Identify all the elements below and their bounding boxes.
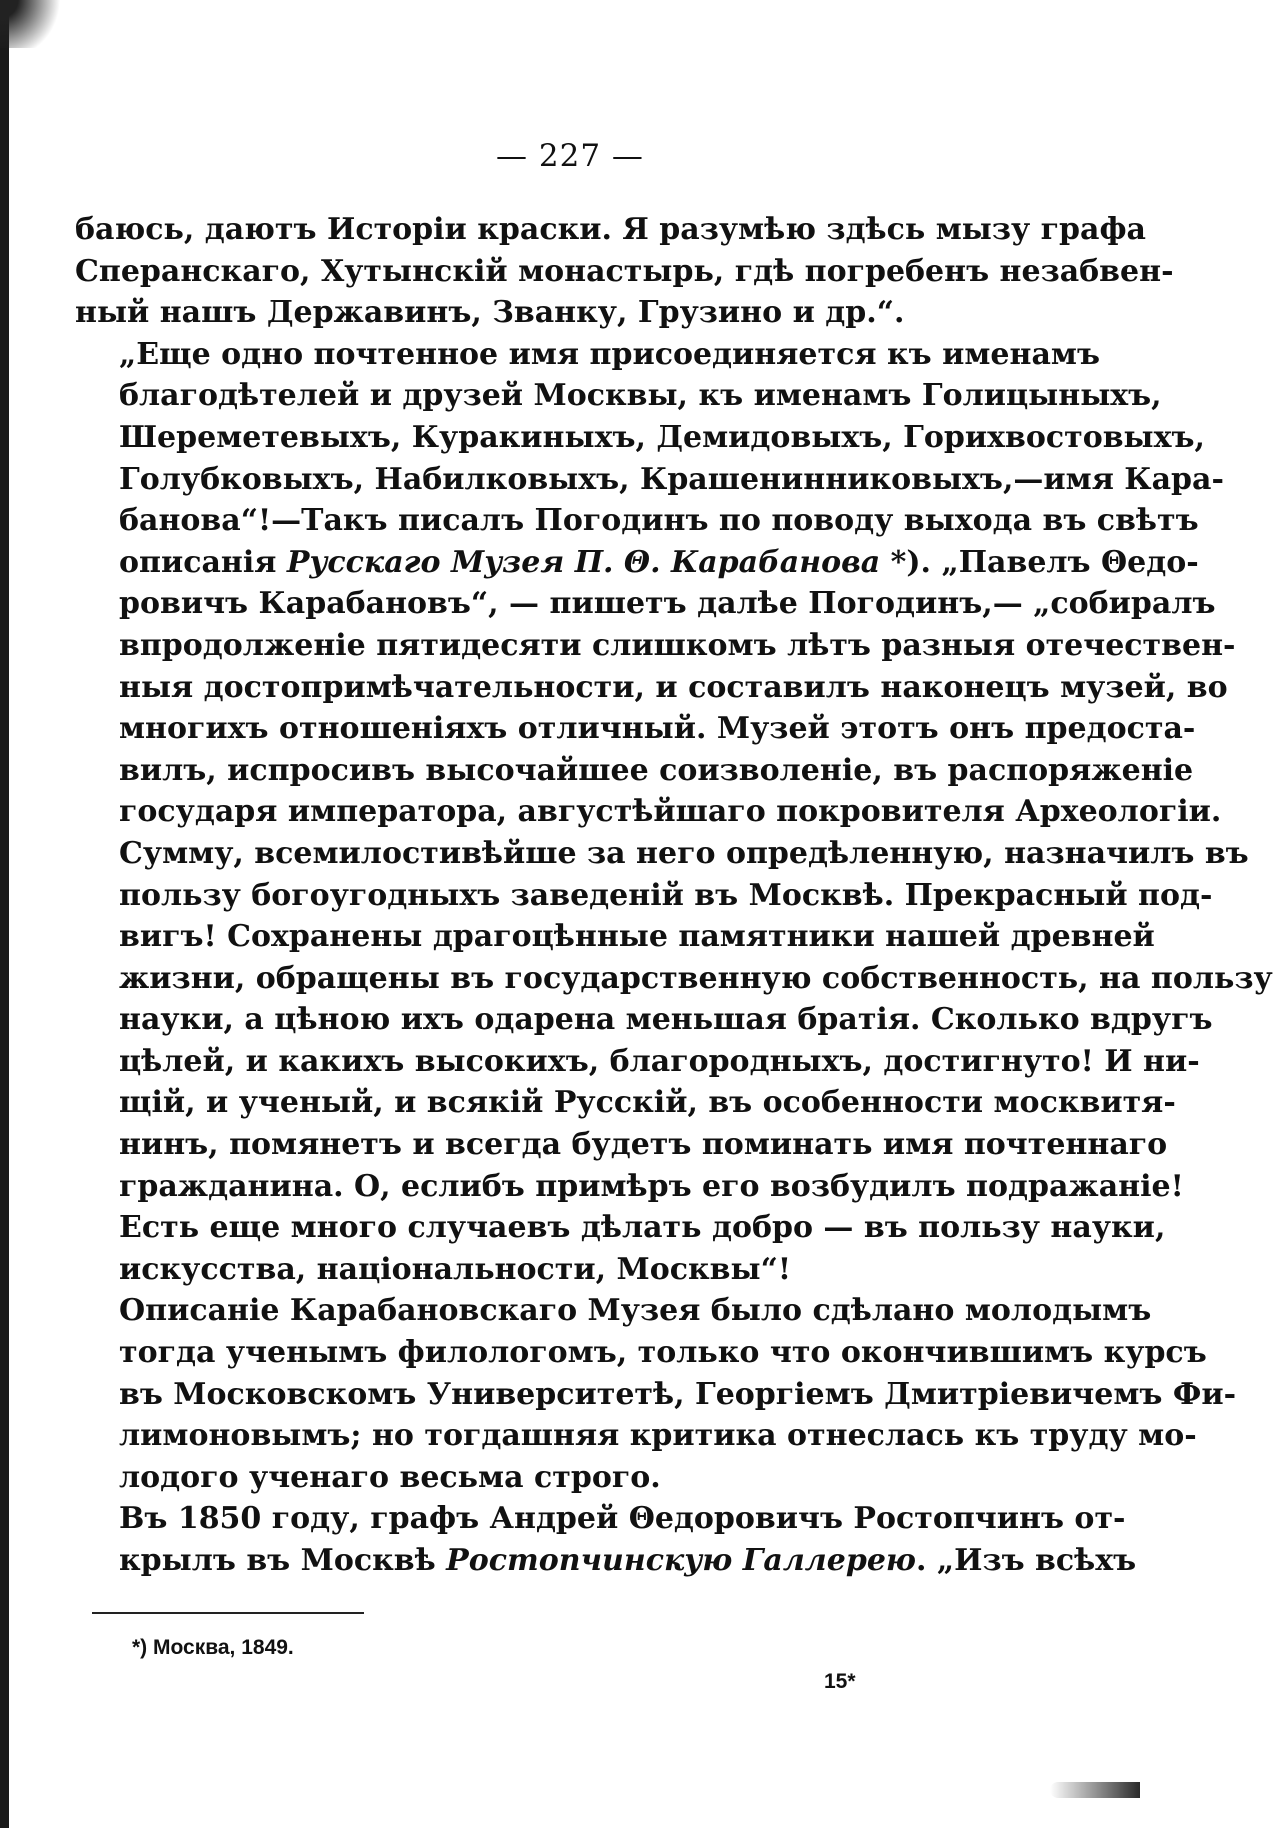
text-line: Сумму, всемилостивѣйше за него опредѣленную, назначилъ въ [119, 835, 1249, 871]
text-line: въ Московскомъ Университетѣ, Георгіемъ Дмитріевичемъ Фи- [119, 1376, 1237, 1412]
text-line: тогда ученымъ филологомъ, только что окончившимъ курсъ [119, 1335, 1207, 1371]
footnote-rule [92, 1612, 364, 1614]
page-number: — 227 — [496, 138, 644, 174]
text-line: Сперанскаго, Хутынскій монастырь, гдѣ погребенъ незабвен- [75, 253, 1174, 289]
text-line: Въ 1850 году, графъ Андрей Θедоровичъ Ростопчинъ от- [119, 1501, 1126, 1537]
text-line: многихъ отношеніяхъ отличный. Музей этотъ онъ предоста- [119, 711, 1196, 747]
paragraph [75, 1498, 1137, 1581]
text-line: Голубковыхъ, Набилковыхъ, Крашенинниковыхъ,—имя Кара- [119, 461, 1224, 497]
text-line: банова“!—Такъ писалъ Погодинъ по поводу выхода въ свѣтъ [119, 503, 1199, 539]
paragraph [75, 209, 1174, 334]
footnote: *) Москва, 1849. [132, 1636, 294, 1659]
italic-title: Ростопчинскую Галлерею [446, 1543, 916, 1578]
text-line: ныя достопримѣчательности, и составилъ наконецъ музей, во [119, 669, 1228, 705]
italic-title: Русскаго Музея П. Θ. Карабанова [286, 544, 881, 580]
text-line: жизни, обращены въ государственную собственность, на пользу [119, 960, 1273, 996]
text-line: Описаніе Карабановскаго Музея было сдѣлано молодымъ [119, 1293, 1152, 1329]
body-text [75, 209, 1273, 1582]
text-line: государя императора, августѣйшаго покровителя Археологіи. [119, 794, 1222, 830]
signature-mark: 15* [824, 1670, 856, 1693]
text-line: лимоновымъ; но тогдашняя критика отнеслась къ труду мо- [119, 1418, 1197, 1454]
text-line: впродолженіе пятидесяти слишкомъ лѣтъ разныя отечествен- [119, 627, 1236, 663]
text-line: ный нашъ Державинъ, Званку, Грузино и др.“. [75, 295, 905, 331]
text-line: ровичъ Карабановъ“, — пишетъ далѣе Погодинъ,— „собиралъ [119, 586, 1216, 622]
text-line: Шереметевыхъ, Куракиныхъ, Демидовыхъ, Горихвостовыхъ, [119, 419, 1205, 455]
text-line: науки, а цѣною ихъ одарена меньшая братія. Сколько вдругъ [119, 1002, 1213, 1038]
text-line: цѣлей, и какихъ высокихъ, благородныхъ, достигнуто! И ни- [119, 1043, 1200, 1079]
text-line: вигъ! Сохранены драгоцѣнные памятники нашей древней [119, 919, 1155, 955]
scan-corner-smudge [0, 0, 90, 48]
scan-edge-smudge [1050, 1782, 1140, 1798]
text-line: благодѣтелей и друзей Москвы, къ именамъ Голицыныхъ, [119, 378, 1162, 414]
text-line: крылъ въ Москвѣ Ростопчинскую Галлерею. „Изъ всѣхъ [119, 1543, 1137, 1578]
text-line: лодого ученаго весьма строго. [119, 1459, 661, 1495]
text-line: описанія Русскаго Музея П. Θ. Карабанова *). „Павелъ Θедо- [119, 544, 1199, 580]
text-line: искусства, національности, Москвы“! [119, 1251, 792, 1287]
text-line: „Еще одно почтенное имя присоединяется къ именамъ [119, 336, 1100, 372]
text-line: баюсь, даютъ Исторіи краски. Я разумѣю здѣсь мызу графа [75, 212, 1146, 247]
scan-binding-edge [0, 0, 9, 1828]
text-line: Есть еще много случаевъ дѣлать добро — въ пользу науки, [119, 1210, 1166, 1246]
paragraph [75, 1290, 1237, 1498]
text-line: гражданина. О, еслибъ примѣръ его возбудилъ подражаніе! [119, 1168, 1184, 1204]
text-line: пользу богоугодныхъ заведеній въ Москвѣ. Прекрасный под- [119, 877, 1213, 913]
text-line: нинъ, помянетъ и всегда будетъ поминать имя почтеннаго [119, 1127, 1168, 1163]
text-line: щій, и ученый, и всякій Русскій, въ особенности москвитя- [119, 1085, 1176, 1121]
text-line: вилъ, испросивъ высочайшее соизволеніе, въ распоряженіе [119, 752, 1194, 788]
paragraph [75, 334, 1273, 1291]
